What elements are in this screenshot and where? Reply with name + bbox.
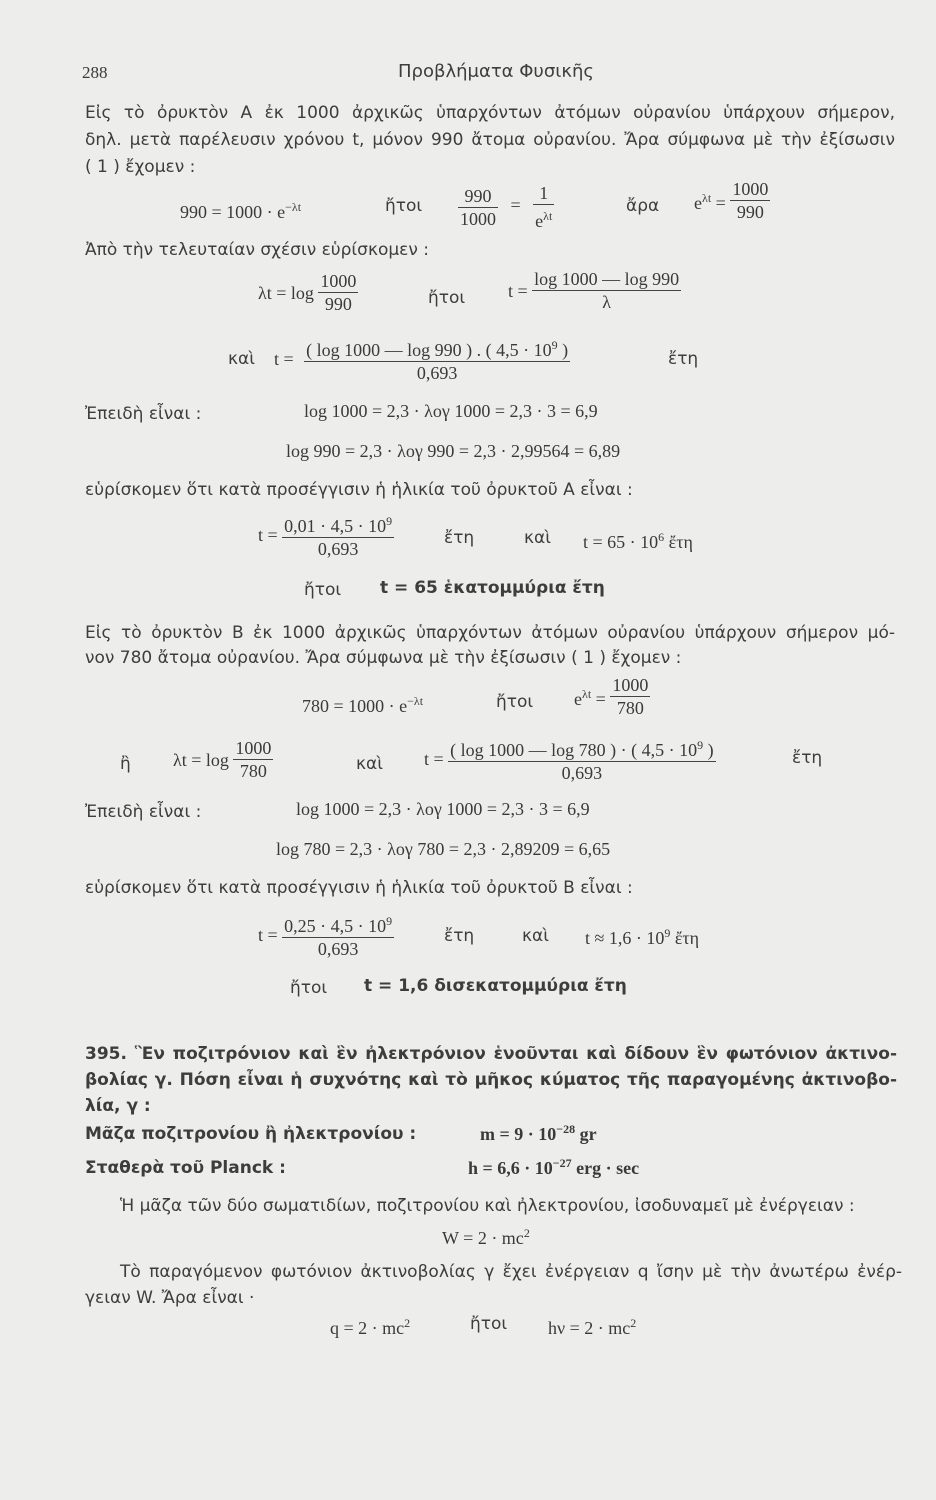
partA-eq4b: $t = 65 \cdot 10^6$ ἔτη [583, 530, 693, 552]
partB-eq4: t = $\frac{0,25 \cdot 4,5 \cdot 10^9}{0,693}$ [258, 910, 394, 960]
partB-eq4b: $t \approx 1,6 \cdot 10^9$ ἔτη [585, 926, 700, 948]
eti-word: ἔτη [444, 926, 475, 946]
kai-word: καὶ [356, 754, 383, 774]
q-equation: $q = 2 \cdot mc^2$ [330, 1316, 411, 1338]
kai-word: καὶ [522, 926, 549, 946]
kai-word: καὶ [228, 349, 255, 369]
running-title: Προβλήματα Φυσικῆς [398, 61, 594, 82]
hitoi-word: ἤτοι [304, 580, 342, 600]
partA-eq1b: $\frac{990}{1000}$ = $\frac{1}{e^{\lambda t}}$ [460, 183, 553, 231]
partB-eq1b: $e^{\lambda t}$ = $\frac{1000}{780}$ [574, 675, 649, 718]
partA-eq2: λt = log $\frac{1000}{990}$ [258, 271, 357, 314]
partA-eq3: t = $\frac{( \log 1000 — \log 990 ) . ( 4,5 \cdot 10^9 )}{0,693}$ [274, 334, 570, 384]
partB-approx-line: εὑρίσκομεν ὅτι κατὰ προσέγγισιν ἡ ἡλικία τοῦ ὀρυκτοῦ Β εἶναι : [85, 878, 633, 898]
kai-word: καὶ [524, 528, 551, 548]
planck-label: Σταθερὰ τοῦ Planck : [85, 1158, 286, 1178]
partB-result: t = 1,6 δισεκατομμύρια ἔτη [364, 976, 627, 996]
partA-last-relation: Ἀπὸ τὴν τελευταίαν σχέσιν εὑρίσκομεν : [85, 240, 429, 260]
partB-epeidi: Ἐπειδὴ εἶναι : [85, 802, 202, 822]
partB-log2: log 780 = 2,3 · λογ 780 = 2,3 · 2,89209 = 6,65 [276, 839, 611, 859]
hitoi-word: ἤτοι [290, 978, 328, 998]
partA-eq2b: t = $\frac{\log 1000 — \log 990}{\lambda}$ [508, 269, 680, 312]
ara-word: ἄρα [626, 196, 660, 216]
partA-approx-line: εὑρίσκομεν ὅτι κατὰ προσέγγισιν ἡ ἡλικία τοῦ ὀρυκτοῦ Α εἶναι : [85, 480, 633, 500]
partA-log2: log 990 = 2,3 · λογ 990 = 2,3 · 2,99564 = 6,89 [286, 441, 621, 461]
partB-log1: log 1000 = 2,3 · λογ 1000 = 2,3 · 3 = 6,9 [296, 799, 590, 819]
eti-word: ἔτη [444, 528, 475, 548]
planck-value: $h = 6,6 \cdot 10^{-27}$ erg · sec [468, 1156, 640, 1178]
page-number: 288 [82, 63, 108, 82]
partA-eq1c: $e^{\lambda t}$ = $\frac{1000}{990}$ [694, 179, 769, 222]
partB-intro-line1: Εἰς τὸ ὀρυκτὸν Β ἐκ 1000 ἀρχικῶς ὑπαρχόντων ἀτόμων οὐρανίου ὑπάρχουν σήμερον μό- [85, 623, 895, 643]
W-equation: $W = 2 \cdot mc^2$ [442, 1226, 530, 1248]
partB-eq3: t = $\frac{( \log 1000 — \log 780 ) \cdot ( 4,5 \cdot 10^9 )}{0,693}$ [424, 734, 716, 784]
photon-line1: Τὸ παραγόμενον φωτόνιον ἀκτινοβολίας γ ἔχει ἐνέργειαν q ἴσην μὲ τὴν ἀνωτέρω ἐνέρ- [120, 1262, 902, 1282]
eti-word: ἔτη [792, 748, 823, 768]
hitoi-word: ἤτοι [470, 1314, 508, 1334]
partA-epeidi: Ἐπειδὴ εἶναι : [85, 404, 202, 424]
partA-intro-line3: ( 1 ) ἔχομεν : [85, 157, 196, 177]
partA-result: t = 65 ἑκατομμύρια ἔτη [380, 578, 605, 598]
energy-line: Ἡ μᾶζα τῶν δύο σωματιδίων, ποζιτρονίου καὶ ἠλεκτρονίου, ἰσοδυναμεῖ μὲ ἐνέργειαν : [120, 1196, 855, 1216]
problem-395-line3: λία, γ : [85, 1096, 151, 1116]
partA-eq1-lhs: $990 = 1000 \cdot e^{-\lambda t}$ [180, 200, 302, 222]
or-word: ἢ [120, 754, 131, 774]
partA-log1: log 1000 = 2,3 · λογ 1000 = 2,3 · 3 = 6,9 [304, 401, 598, 421]
partA-eq4: t = $\frac{0,01 \cdot 4,5 \cdot 10^9}{0,693}$ [258, 510, 394, 560]
problem-number: 395. [85, 1044, 127, 1064]
eti-word: ἔτη [668, 349, 699, 369]
photon-line2: γειαν W. Ἄρα εἶναι · [85, 1288, 255, 1308]
problem-395-line2: βολίας γ. Πόση εἶναι ἡ συχνότης καὶ τὸ μῆκος κύματος τῆς παραγομένης ἀκτινοβο- [85, 1070, 897, 1090]
partA-intro-line1: Εἰς τὸ ὀρυκτὸν Α ἐκ 1000 ἀρχικῶς ὑπαρχόντων ἀτόμων οὐρανίου ὑπάρχουν σήμερον, [85, 103, 895, 123]
partB-eq2: λt = log $\frac{1000}{780}$ [173, 738, 272, 781]
hitoi-word: ἤτοι [496, 692, 534, 712]
hitoi-word: ἤτοι [428, 288, 466, 308]
problem-395-line1: 395. Ἓν ποζιτρόνιον καὶ ἓν ἠλεκτρόνιον ἑνοῦνται καὶ δίδουν ἓν φωτόνιον ἀκτινο- [85, 1044, 897, 1064]
hv-equation: $h\nu = 2 \cdot mc^2$ [548, 1316, 637, 1338]
mass-label: Μᾶζα ποζιτρονίου ἢ ἠλεκτρονίου : [85, 1124, 417, 1144]
hitoi-word: ἤτοι [385, 196, 423, 216]
partB-intro-line2: νον 780 ἄτομα οὐρανίου. Ἄρα σύμφωνα μὲ τὴν ἐξίσωσιν ( 1 ) ἔχομεν : [85, 648, 682, 668]
partB-eq1-lhs: $780 = 1000 \cdot e^{-\lambda t}$ [302, 694, 424, 716]
mass-value: $m = 9 \cdot 10^{-28}$ gr [480, 1122, 597, 1144]
partA-intro-line2: δηλ. μετὰ παρέλευσιν χρόνου t, μόνον 990 ἄτομα οὐρανίου. Ἄρα σύμφωνα μὲ τὴν ἐξίσωσιν [85, 130, 895, 150]
